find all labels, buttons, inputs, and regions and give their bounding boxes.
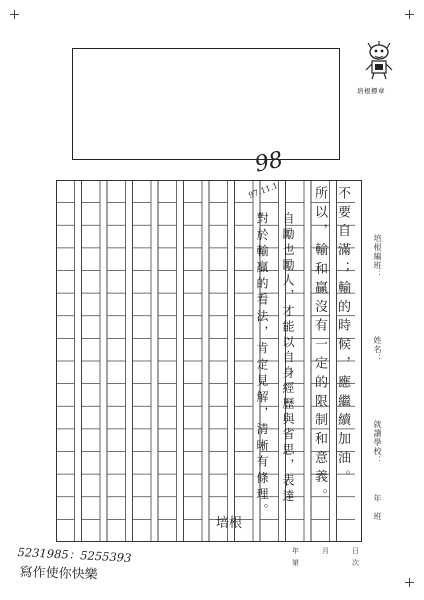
school-label: 就讀學校： xyxy=(373,420,382,465)
grade-label: 年 班 xyxy=(373,494,382,521)
teacher-score: 98 xyxy=(252,147,286,178)
corner-cross-mark xyxy=(10,10,19,19)
corner-cross-mark xyxy=(405,10,414,19)
name-label: 姓名： xyxy=(373,336,382,363)
essay-column-4: 對於輸贏的看法，肯定見解，清晰有條理。 xyxy=(255,212,269,520)
slogan-stamp: 寫作使你快樂 xyxy=(19,564,98,583)
class-label: 培根編班： xyxy=(373,234,382,279)
teacher-comment-box xyxy=(72,48,340,160)
footer-year: 年 xyxy=(292,547,299,555)
corner-cross-mark xyxy=(405,578,414,587)
essay-column-2: 所以，輸和贏沒有一定的限制和意義。 xyxy=(312,186,327,508)
essay-column-3: 自勵也勵人，才能以自身經歷與省思，表達 xyxy=(281,212,295,505)
essay-column-1: 不要自滿；輸的時候，應繼續加油。 xyxy=(335,186,350,489)
footer-count: 次 xyxy=(352,559,359,567)
badge-label: 培根標章 xyxy=(357,87,385,95)
mascot-badge-icon xyxy=(364,40,394,80)
footer-page: 第 xyxy=(292,559,299,567)
school-stamp: 培根 xyxy=(216,516,243,531)
footer-day: 日 xyxy=(352,547,359,555)
contact-phone-stamp: 5231985：5255393 xyxy=(17,544,132,565)
teacher-date: 97.11.1 xyxy=(247,181,280,200)
footer-month: 月 xyxy=(322,547,329,555)
